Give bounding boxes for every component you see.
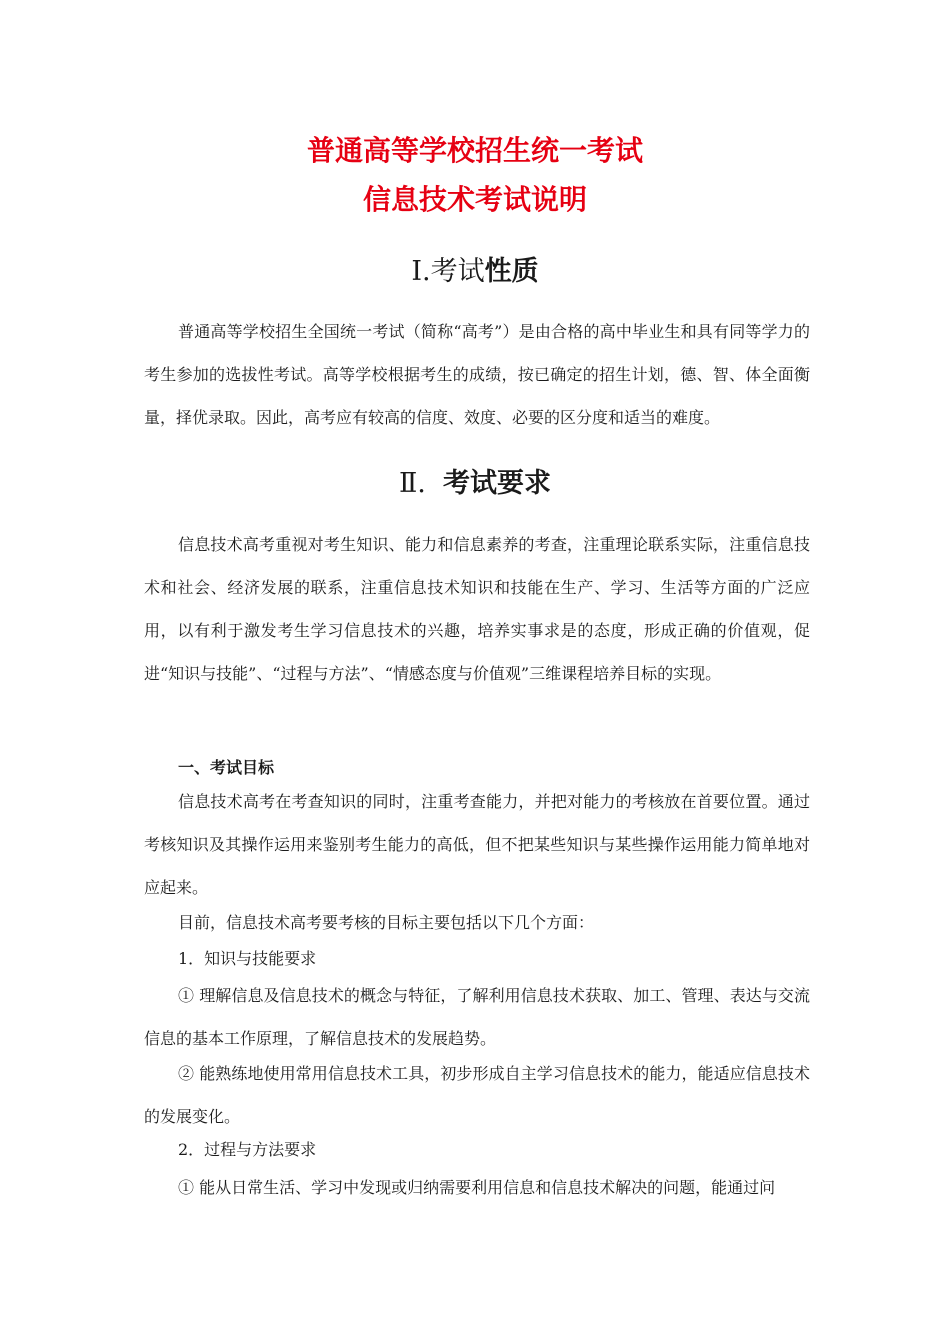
section-2-heading bbox=[0, 466, 950, 502]
subsection-1-paragraph-1: 信息技术高考在考查知识的同时，注重考查能力，并把对能力的考核放在首要位置。通过考核知识及其操作运用来鉴别考生能力的高低，但不把某些知识与某些操作运用能力简单地对应起来。 bbox=[144, 792, 810, 897]
section-1-numeral: Ⅰ. bbox=[411, 256, 431, 287]
section-1-heading-plain: 考试 bbox=[430, 256, 485, 287]
doc-title-line-1: 普通高等学校招生统一考试 bbox=[306, 134, 643, 167]
section-1-heading bbox=[0, 254, 950, 290]
section-2-paragraph: 信息技术高考重视对考生知识、能力和信息素养的考查，注重理论联系实际，注重信息技术和社会、经济发展的联系，注重信息技术知识和技能在生产、学习、生活等方面的广泛应用，以有利于激发考生学习信息技术的兴趣，培养实事求是的态度，形成正确的价值观，促进“知识与技能”、“过程与方法”、“情感态度与价值观”三维课程培养目标的实现。 bbox=[144, 535, 810, 683]
section-2-heading-bold: 考试要求 bbox=[443, 468, 552, 499]
subsection-1-heading: 一、考试目标 bbox=[178, 758, 275, 777]
section-1-paragraph: 普通高等学校招生全国统一考试（简称“高考”）是由合格的高中毕业生和具有同等学力的考生参加的选拔性考试。高等学校根据考生的成绩，按已确定的招生计划，德、智、体全面衡量，择优录取。因此，高考应有较高的信度、效度、必要的区分度和适当的难度。 bbox=[144, 322, 810, 427]
item-2-heading: 2．过程与方法要求 bbox=[178, 1140, 317, 1159]
subsection-1-paragraph-2: 目前，信息技术高考要考核的目标主要包括以下几个方面： bbox=[178, 913, 595, 932]
section-2-numeral: Ⅱ. bbox=[398, 468, 426, 499]
doc-title-line-2: 信息技术考试说明 bbox=[362, 183, 587, 216]
item-2-point-a: ① 能从日常生活、学习中发现或归纳需要利用信息和信息技术解决的问题，能通过问 bbox=[178, 1178, 776, 1197]
section-1-heading-bold: 性质 bbox=[484, 256, 539, 287]
item-1-point-a: ① 理解信息及信息技术的概念与特征，了解利用信息技术获取、加工、管理、表达与交流信息的基本工作原理，了解信息技术的发展趋势。 bbox=[144, 986, 810, 1048]
item-1-heading: 1．知识与技能要求 bbox=[178, 949, 317, 968]
item-1-point-b: ② 能熟练地使用常用信息技术工具，初步形成自主学习信息技术的能力，能适应信息技术的发展变化。 bbox=[144, 1064, 810, 1126]
